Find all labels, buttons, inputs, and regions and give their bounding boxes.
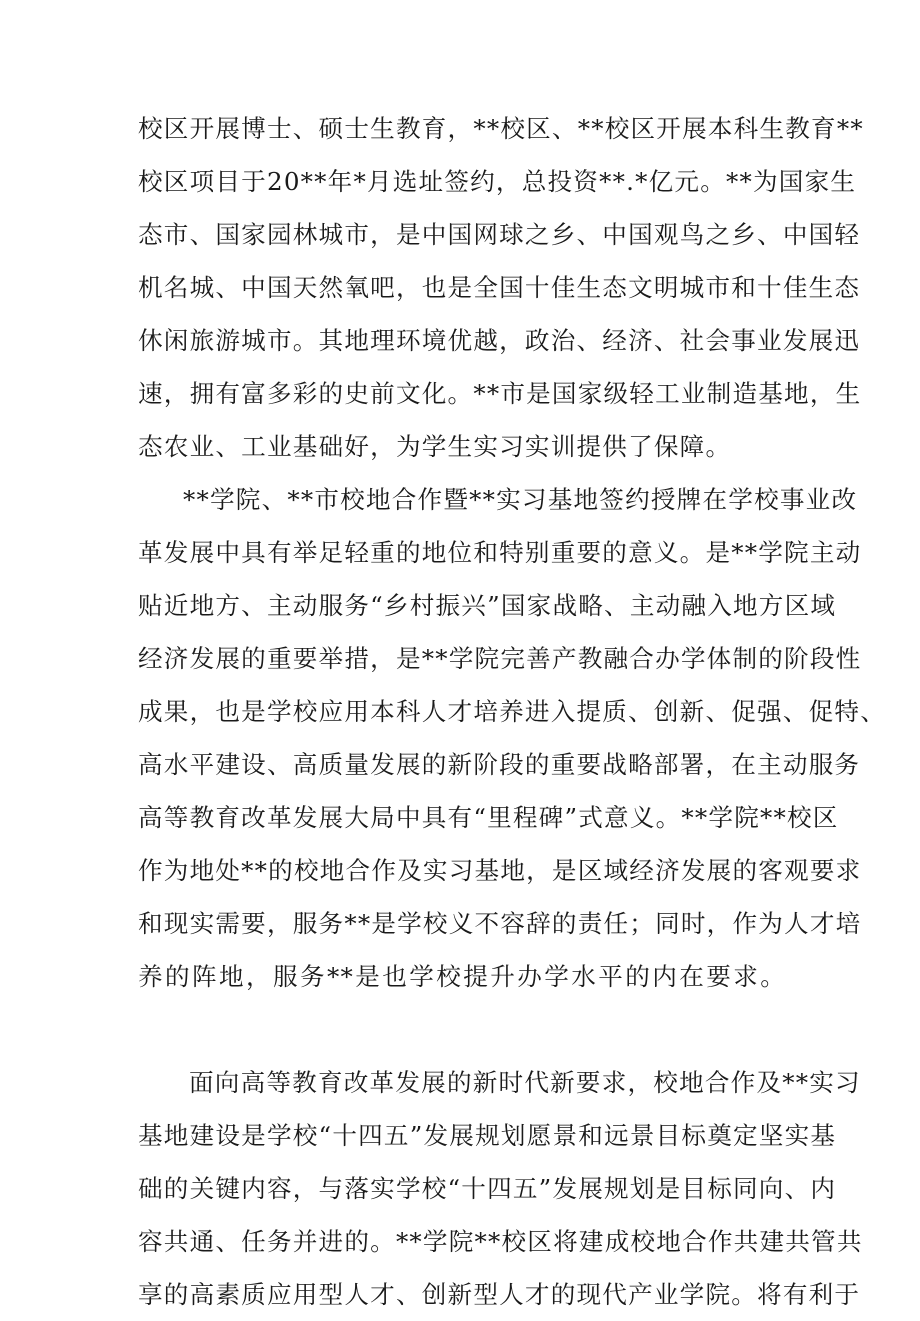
document-body: [138, 102, 887, 1321]
text-line: 基地建设是学校“十四五”发展规划愿景和远景目标奠定坚实基: [138, 1121, 837, 1150]
text-line: 面向高等教育改革发展的新时代新要求，校地合作及**实习: [189, 1068, 861, 1097]
text-line: 机名城、中国天然氧吧，也是全国十佳生态文明城市和十佳生态: [138, 273, 861, 302]
text-line: 高水平建设、高质量发展的新阶段的重要战略部署，在主动服务: [138, 750, 861, 779]
text-line: 革发展中具有举足轻重的地位和特别重要的意义。是**学院主动: [138, 538, 862, 567]
text-line: 成果，也是学校应用本科人才培养进入提质、创新、促强、促特、: [138, 697, 887, 726]
text-line: 享的高素质应用型人才、创新型人才的现代产业学院。将有利于: [138, 1280, 861, 1309]
text-line: 作为地处**的校地合作及实习基地，是区域经济发展的客观要求: [138, 856, 862, 885]
text-line: 校区开展博士、硕士生教育，**校区、**校区开展本科生教育**: [138, 114, 864, 143]
text-line: **学院、**市校地合作暨**实习基地签约授牌在学校事业改: [183, 485, 858, 514]
text-line: 础的关键内容，与落实学校“十四五”发展规划是目标同向、内: [138, 1174, 837, 1203]
text-line: 态农业、工业基础好，为学生实习实训提供了保障。: [138, 432, 732, 461]
paragraph-2: [138, 473, 887, 1056]
paragraph-3: [138, 1056, 863, 1321]
text-line: 容共通、任务并进的。**学院**校区将建成校地合作共建共管共: [138, 1227, 863, 1256]
text-line: [138, 1003, 786, 1056]
text-line: 高等教育改革发展大局中具有“里程碑”式意义。**学院**校区: [138, 803, 839, 832]
text-line: 和现实需要，服务**是学校义不容辞的责任；同时，作为人才培: [138, 909, 862, 938]
text-line: 速，拥有富多彩的史前文化。**市是国家级轻工业制造基地，生: [138, 379, 862, 408]
paragraph-1: [138, 102, 864, 473]
text-line: 校区项目于20**年*月选址签约，总投资**.*亿元。**为国家生: [138, 167, 857, 196]
text-line: 态市、国家园林城市，是中国网球之乡、中国观鸟之乡、中国轻: [138, 220, 861, 249]
text-line: 贴近地方、主动服务“乡村振兴”国家战略、主动融入地方区域: [138, 591, 837, 620]
text-line: 经济发展的重要举措，是**学院完善产教融合办学体制的阶段性: [138, 644, 862, 673]
text-line: 休闲旅游城市。其地理环境优越，政治、经济、社会事业发展迅: [138, 326, 861, 355]
text-line: 养的阵地，服务**是也学校提升办学水平的内在要求。: [138, 962, 786, 991]
